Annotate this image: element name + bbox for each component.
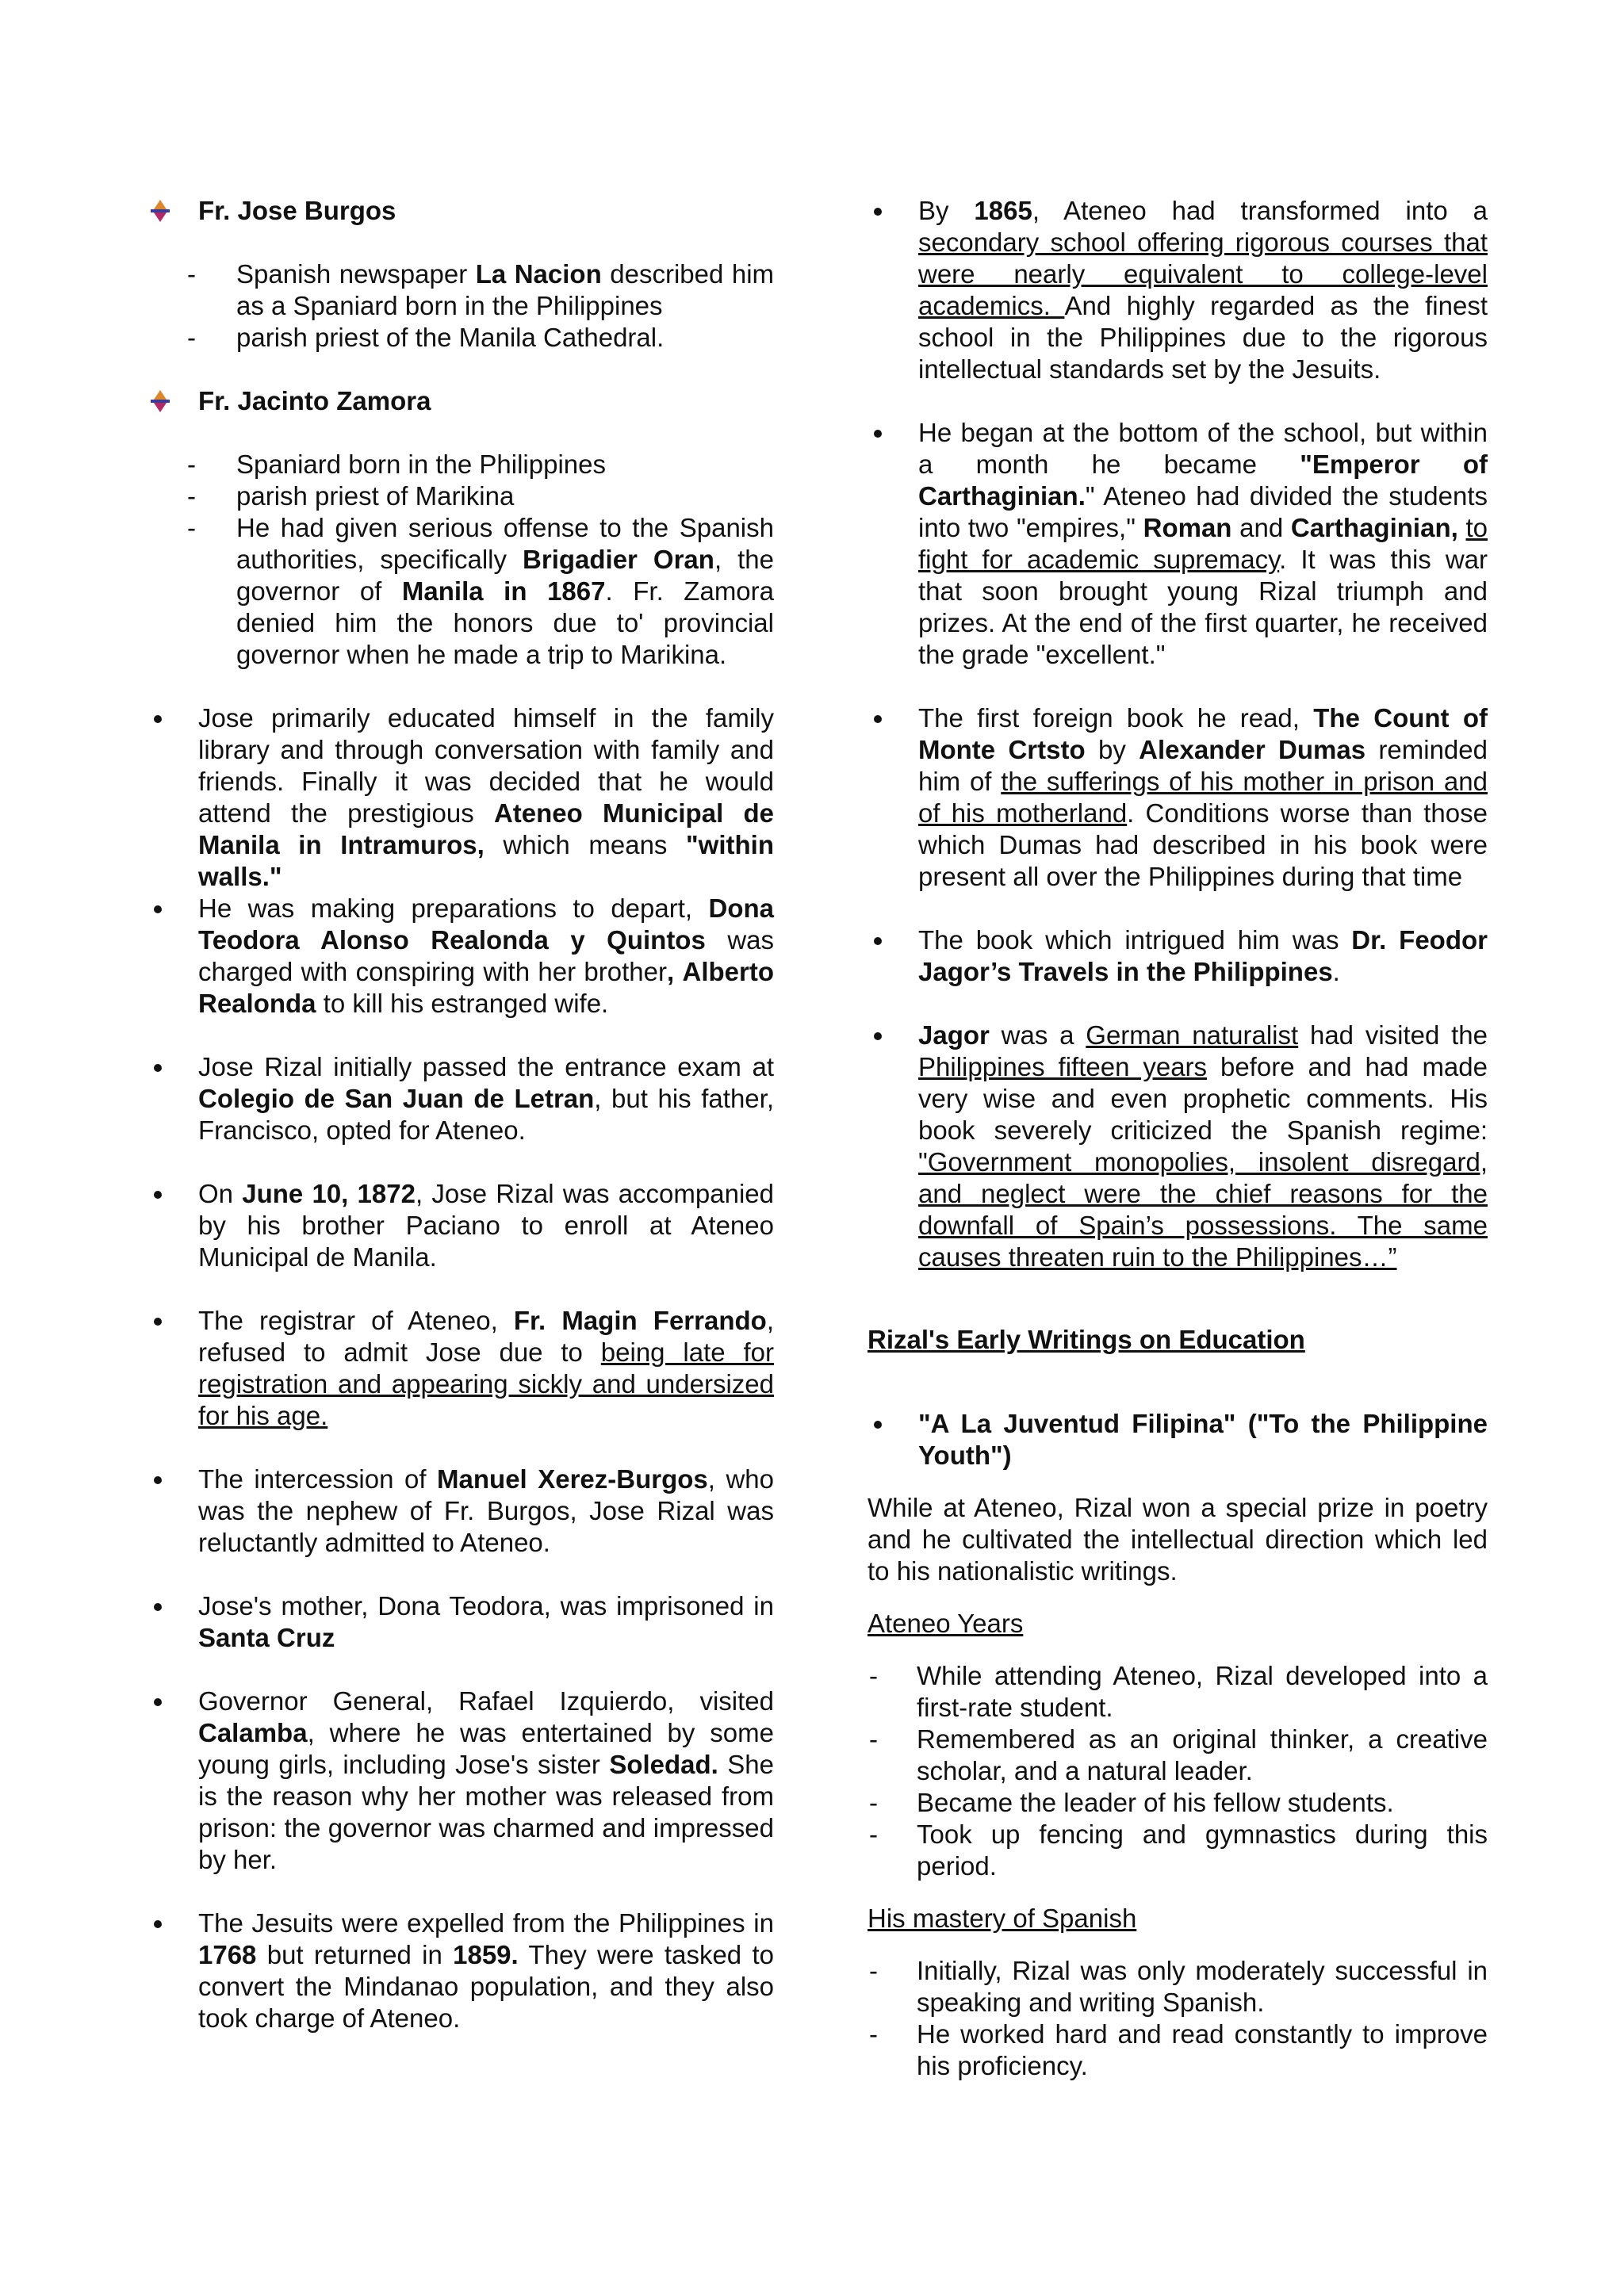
text-run: . Conditions worse than those which Dumas had described in his book were present all over the Philippines during that time [918,798,1488,891]
bullet-item [868,417,1488,671]
list-item [147,512,774,671]
list-item [147,322,774,354]
dash-marker: - [187,513,196,542]
text-run: She is the reason why her mother was released from prison: the governor was charmed and impressed by her. [198,1750,774,1874]
text-run: Spaniard born in the Philippines [236,450,606,479]
heading-burgos-text: Fr. Jose Burgos [198,196,396,225]
bullet-item [868,1020,1488,1273]
bold-text: Soledad. [609,1750,718,1779]
text-run: reminded him of [918,735,1488,796]
bold-text: Dona Teodora Alonso Realonda y Quintos [198,894,774,955]
dash-marker: - [869,1788,878,1817]
text-run: " Ateneo had divided the students into two "empires," [918,481,1488,542]
dash-marker: - [187,323,196,352]
bold-text: Jagor [918,1020,990,1050]
bullet-item [147,1464,774,1559]
zamora-item-2 [236,513,774,669]
bold-text: Calamba [198,1718,308,1747]
bold-text: 1859. [453,1940,519,1969]
bullet-text [918,418,1488,669]
bold-text: Fr. Magin Ferrando [513,1306,767,1335]
bullet-dot [874,937,882,945]
bold-text: 1768 [198,1940,257,1969]
text-run: He began at the bottom of the school, but within a month he became [918,418,1488,479]
bullet-item [868,924,1488,988]
text-run: was charged with conspiring with her brother [198,925,774,986]
bold-text: Colegio de San Juan de Letran [198,1084,595,1113]
subheading-mastery-spanish: His mastery of Spanish [868,1904,1137,1933]
bullet-item [147,1686,774,1876]
bullet-text [918,703,1488,891]
text-run: which means [484,830,687,859]
bullet-text [198,1179,774,1272]
text-run: described him as a Spaniard born in the Philippines [236,259,775,320]
text-run: parish priest of the Manila Cathedral. [236,323,665,352]
bullet-dot [874,208,882,216]
bullet-dot [154,715,162,723]
text-run: He was making preparations to depart, [198,894,709,923]
bold-text: 1865 [974,196,1032,225]
bullet-text [198,1052,774,1145]
zamora-item-0 [236,450,606,479]
underlined-text: secondary school offering rigorous courses that were nearly equivalent to college-level academics. [918,228,1488,320]
bullet-item [147,1305,774,1432]
text-run: The book which intrigued him was [918,925,1352,955]
list-item-text: Initially, Rizal was only moderately successful in speaking and writing Spanish. [917,1956,1488,2017]
list-item [868,1819,1488,1882]
bold-text: Manila in 1867 [401,576,606,606]
text-run: and [1231,513,1291,542]
underlined-text: "Government monopolies, insolent disregard, and neglect were the chief reasons for the downfall of Spain’s possessions. The same causes threaten ruin to the Philippines…” [918,1147,1488,1272]
arrow-bullet-icon [147,198,173,224]
heading-zamora [147,385,774,417]
dash-marker: - [869,1956,878,1985]
bullet-dot [154,1318,162,1326]
section-heading: Rizal's Early Writings on Education [868,1325,1305,1354]
bullet-text [198,1306,774,1430]
right-column [868,195,1488,2114]
underlined-text: Philippines fifteen years [918,1052,1208,1081]
bold-text: Dr. Feodor Jagor’s Travels in the Philippines [918,925,1488,986]
mastery-list [868,1955,1488,2082]
list-item [868,2019,1488,2082]
text-run: Jose primarily educated himself in the family library and through conversation with family and friends. Finally it was decided that he would attend the prestigious [198,703,774,828]
text-run: to kill his estranged wife. [316,989,609,1018]
bold-text: "Emperor of Carthaginian. [918,450,1488,511]
text-run: but returned in [256,1940,454,1969]
underlined-text: being late for registration and appearing sickly and undersized for his age. [198,1337,774,1430]
text-run: . It was this war that soon brought young Rizal triumph and prizes. At the end of the first quarter, he received the grade "excellent." [918,545,1488,669]
bullet-dot [154,1603,162,1611]
bullet-dot [154,1191,162,1199]
bullet-dot [154,1064,162,1072]
underlined-text: to fight for academic supremacy [918,513,1488,574]
bold-text: June 10, 1872 [242,1179,416,1208]
list-item [147,480,774,512]
text-run: , the governor of [236,545,774,606]
text-run: before and had made very wise and even prophetic comments. His book severely criticized the Spanish regime: [918,1052,1488,1145]
burgos-list [147,258,774,354]
text-run: was a [989,1020,1086,1050]
bullet-dot [154,905,162,913]
text-run: Jose's mother, Dona Teodora, was imprisoned in [198,1591,774,1621]
bold-text: Santa Cruz [198,1623,335,1652]
dash-marker: - [187,450,196,479]
underlined-text: German naturalist [1086,1020,1299,1050]
bullet-text [198,703,774,891]
dash-marker: - [869,1661,878,1690]
burgos-item-1 [236,323,664,352]
bullet-item [147,1590,774,1654]
ateneo-years-list [868,1660,1488,1882]
heading-zamora-text: Fr. Jacinto Zamora [198,386,431,415]
text-run: Jose Rizal initially passed the entrance exam at [198,1052,774,1081]
text-run: Governor General, Rafael Izquierdo, visited [198,1686,774,1716]
dash-marker: - [187,481,196,511]
list-item [147,449,774,480]
dash-marker: - [869,2019,878,2049]
bullet-item [147,702,774,893]
bold-text: Brigadier Oran [523,545,714,574]
bullet-dot [874,430,882,438]
text-run: The registrar of Ateneo, [198,1306,514,1335]
text-run: , but his father, Francisco, opted for Ateneo. [198,1084,774,1145]
text-run: . [1332,957,1340,986]
paragraph: While at Ateneo, Rizal won a special prize in poetry and he cultivated the intellectual direction which led to his nationalistic writings. [868,1493,1488,1586]
bold-text: Manuel Xerez-Burgos [437,1464,708,1494]
bullet-item [868,702,1488,893]
bullet-dot [154,1476,162,1484]
bullet-text [198,1908,774,2033]
list-item-text: Became the leader of his fellow students. [917,1788,1394,1817]
bullet-item [147,1051,774,1146]
bold-text: Alexander Dumas [1139,735,1366,764]
text-run: The intercession of [198,1464,438,1494]
bullet-dot [154,1698,162,1706]
bold-text: , [666,957,675,986]
text-run: Spanish newspaper [236,259,476,289]
arrow-bullet-icon [147,388,173,414]
list-item-text: Took up fencing and gymnastics during this period. [917,1820,1488,1881]
bold-text: Carthaginian, [1290,513,1458,542]
bullet-item [147,1908,774,2034]
list-item [147,258,774,322]
text-run: , Ateneo had transformed into a [1032,196,1488,225]
text-run: . Fr. Zamora denied him the honors due to' provincial governor when he made a trip to Marikina. [236,576,775,669]
dash-marker: - [869,1724,878,1754]
zamora-list [147,449,774,671]
bold-text: Alberto Realonda [198,957,774,1018]
text-run: parish priest of Marikina [236,481,515,511]
poem-title: "A La Juventud Filipina" ("To the Philippine Youth") [918,1409,1488,1470]
bullet-dot [154,1920,162,1928]
text-run: , who was the nephew of Fr. Burgos, Jose Rizal was reluctantly admitted to Ateneo. [198,1464,775,1557]
text-run: He had given serious offense to the Spanish authorities, specifically [236,513,774,574]
text-run: And highly regarded as the finest school in the Philippines due to the rigorous intellectual standards set by the Jesuits. [918,291,1488,384]
zamora-item-1 [236,481,514,511]
list-item-text: He worked hard and read constantly to improve his proficiency. [917,2019,1488,2080]
text-run: The Jesuits were expelled from the Philippines in [198,1908,774,1938]
text-run [1458,513,1466,542]
bullet-text [198,1591,774,1652]
list-item [868,1955,1488,2019]
text-run: They were tasked to convert the Mindanao population, and they also took charge of Ateneo. [198,1940,774,2033]
text-run: On [198,1179,243,1208]
text-run: , where he was entertained by some young girls, including Jose's sister [198,1718,774,1779]
text-run: by [1085,735,1139,764]
subheading-ateneo-years: Ateneo Years [868,1609,1024,1638]
text-run: , Jose Rizal was accompanied by his brother Paciano to enroll at Ateneo Municipal de Manila. [198,1179,774,1272]
list-item-text: While attending Ateneo, Rizal developed into a first-rate student. [917,1661,1488,1722]
bold-text: Ateneo Municipal de Manila in Intramuros, [198,798,774,859]
list-item [868,1724,1488,1787]
heading-burgos [147,195,774,227]
bullet-item [147,893,774,1020]
bullet-item [147,1178,774,1273]
bullet-text [918,1020,1488,1272]
bold-text: The Count of Monte Crtsto [918,703,1488,764]
dash-marker: - [187,259,196,289]
bullet-text [198,894,774,1018]
text-run [674,957,682,986]
text-run: had visited the [1298,1020,1488,1050]
list-item-text: Remembered as an original thinker, a creative scholar, and a natural leader. [917,1724,1488,1785]
bold-text: Roman [1143,513,1232,542]
list-item [868,1787,1488,1819]
dash-marker: - [869,1820,878,1849]
bullet-text [198,1686,774,1874]
text-run: , refused to admit Jose due to [198,1306,774,1367]
burgos-item-0 [236,259,774,320]
bullet-item [868,195,1488,385]
bullet-dot [874,1421,882,1429]
text-run: The first foreign book he read, [918,703,1314,733]
bullet-text [198,1464,774,1557]
left-column [147,195,774,2066]
text-run: By [918,196,975,225]
underlined-text: the sufferings of his mother in prison and of his motherland [918,767,1488,828]
bullet-text [918,925,1488,986]
poem-bullet [868,1408,1488,1471]
list-item [868,1660,1488,1724]
bold-text: "within walls." [198,830,774,891]
bullet-dot [874,1032,882,1040]
bold-text: La Nacion [475,259,602,289]
bullet-dot [874,715,882,723]
bullet-text [918,196,1488,384]
